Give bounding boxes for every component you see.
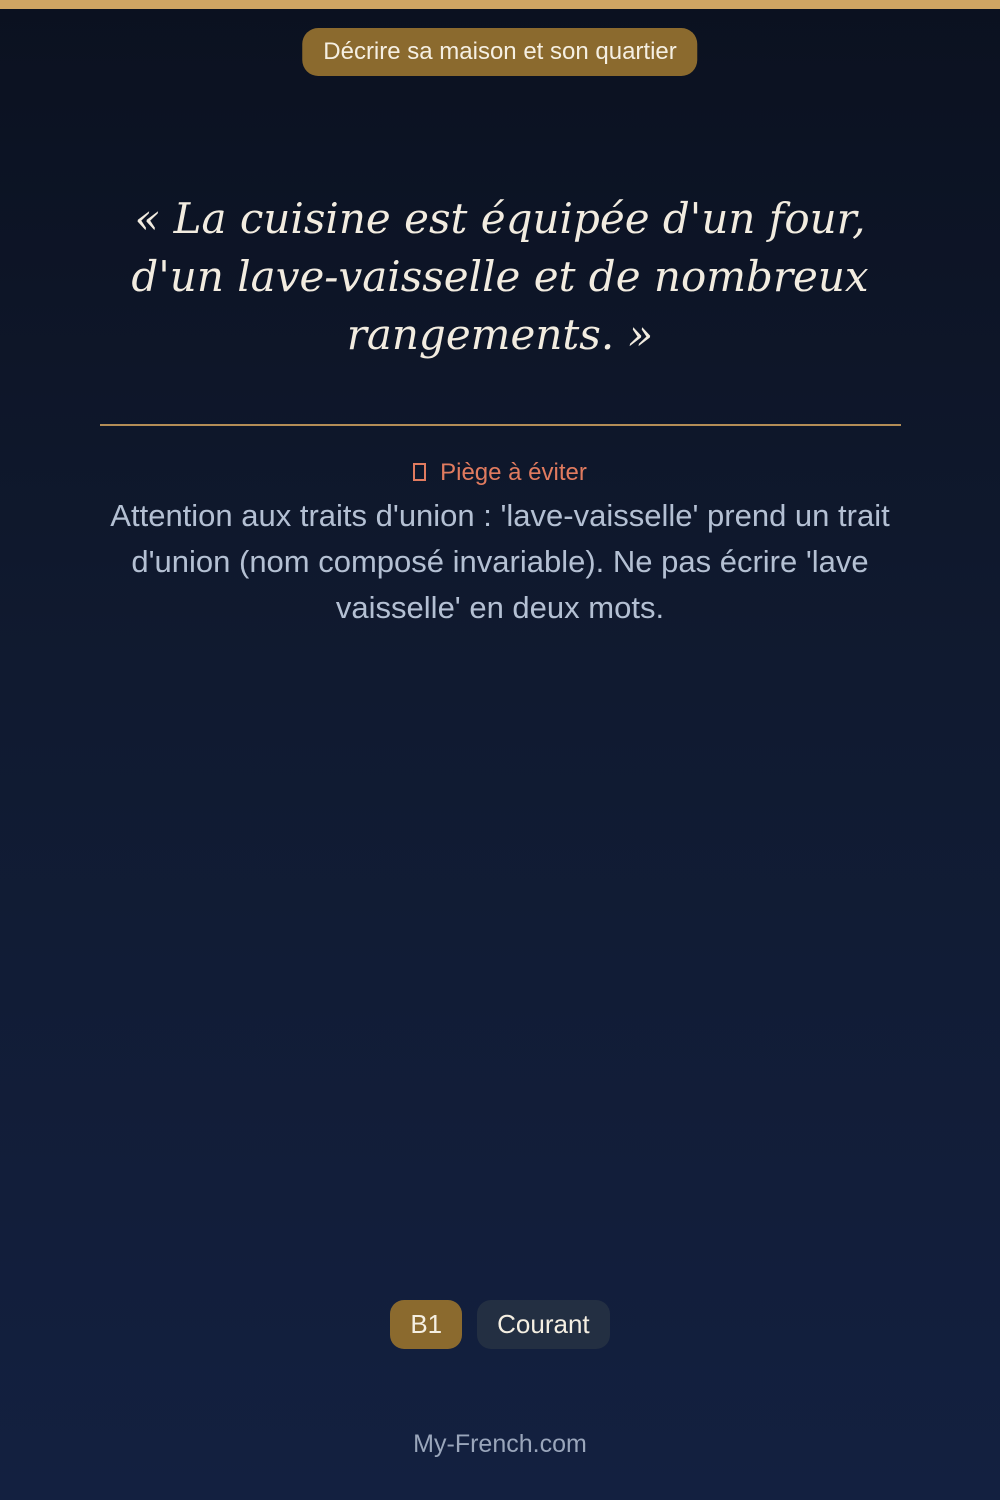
badge-row <box>0 1300 1000 1349</box>
level-badge: B1 <box>390 1300 462 1349</box>
pitfall-text: Attention aux traits d'union : 'lave-vaisselle' prend un trait d'union (nom composé invariable). Ne pas écrire 'lave vaisselle' en deux mots. <box>110 498 890 625</box>
pitfall-title: Piège à éviter <box>440 459 587 486</box>
example-quote: « La cuisine est équipée d'un four, d'un lave-vaisselle et de nombreux rangements. » <box>131 194 869 359</box>
divider <box>100 424 901 426</box>
topic-pill: Décrire sa maison et son quartier <box>302 28 697 76</box>
top-accent-bar <box>0 0 1000 9</box>
footer-site-name: My-French.com <box>413 1430 587 1458</box>
pitfall-header <box>0 458 1000 488</box>
register-badge: Courant <box>477 1300 610 1349</box>
warning-box-icon <box>413 463 426 481</box>
